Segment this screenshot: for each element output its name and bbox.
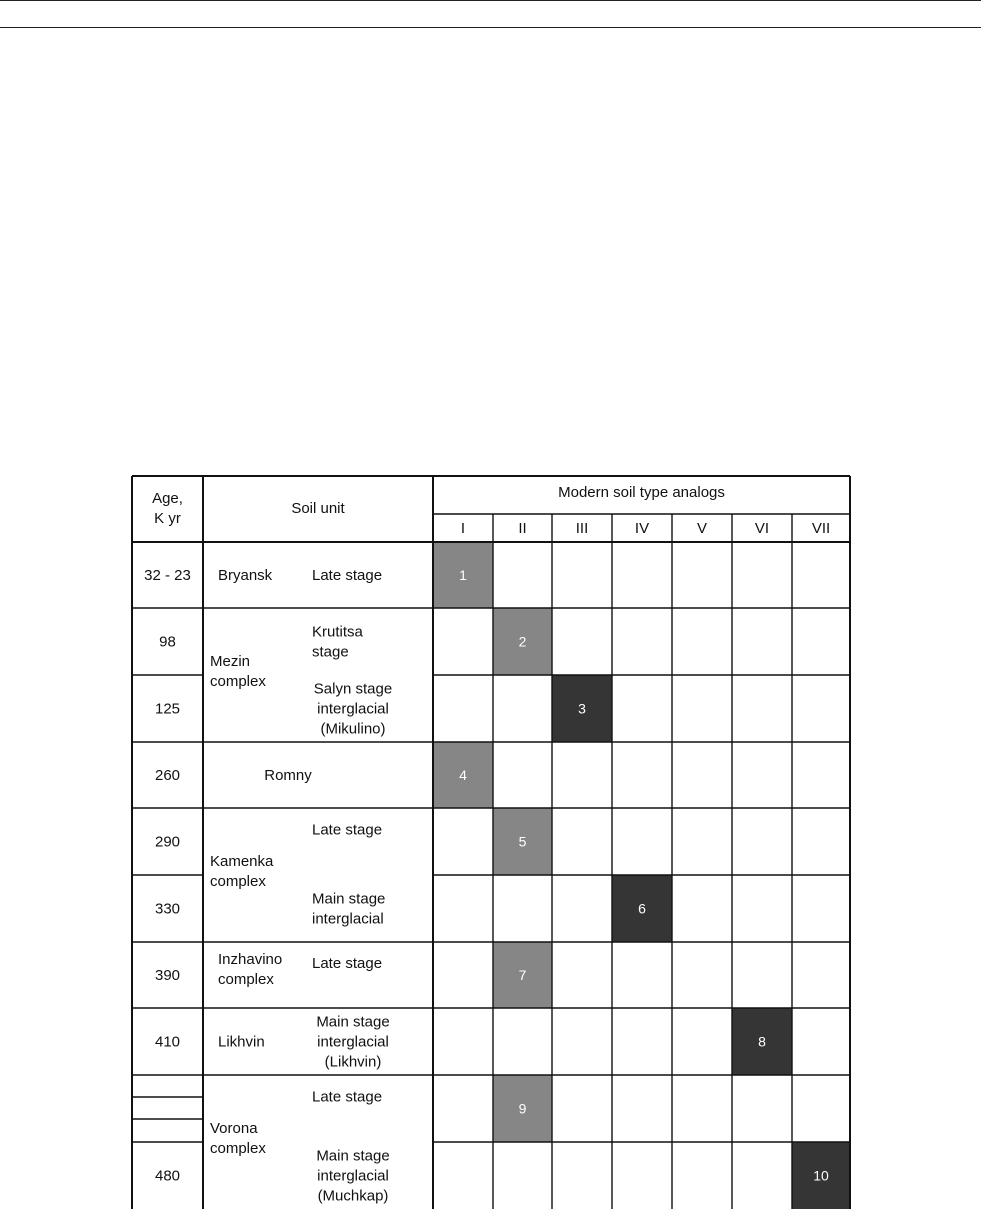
soil-stage-label: Main stage <box>316 1147 390 1165</box>
soil-unit-header: Soil unit <box>291 500 345 517</box>
analog-column-I: I <box>460 520 466 537</box>
soil-stage-label: Main stage <box>312 890 386 908</box>
soil-stage-label: interglacial <box>312 910 384 928</box>
soil-stage-label: stage <box>312 643 349 661</box>
analog-cell-label: 8 <box>758 1033 766 1050</box>
soil-stage-label: Main stage <box>316 1013 390 1031</box>
soil-stage-label: interglacial <box>317 700 389 718</box>
analog-column-III: III <box>575 520 589 537</box>
analog-cell-label: 9 <box>518 1100 527 1117</box>
soil-unit-name: Likhvin <box>218 1033 265 1051</box>
analog-cell-label: 3 <box>578 700 586 717</box>
complex-name: complex <box>210 873 266 890</box>
complex-name: complex <box>210 673 266 690</box>
analog-cell-label: 1 <box>459 567 467 583</box>
analog-cell-label: 2 <box>518 633 527 650</box>
analog-column-V: V <box>696 520 708 537</box>
age-value: 125 <box>154 700 181 718</box>
analog-cell-label: 7 <box>518 967 527 983</box>
analog-column-VII: VII <box>811 520 831 537</box>
soil-unit-name: Bryansk <box>218 567 273 584</box>
age-value: 290 <box>154 833 181 851</box>
complex-name: complex <box>210 1140 266 1157</box>
age-value: 330 <box>154 900 181 918</box>
soil-stage-label: (Likhvin) <box>324 1053 382 1071</box>
age-value: 410 <box>154 1033 181 1051</box>
analog-column-II: II <box>518 520 527 537</box>
complex-name: Kamenka <box>210 853 274 870</box>
age-header: Age, <box>152 490 183 507</box>
soil-stage-label: (Muchkap) <box>317 1187 389 1205</box>
soil-stage-label: Late stage <box>312 1088 383 1106</box>
age-value: 480 <box>154 1167 181 1185</box>
analogs-header: Modern soil type analogs <box>558 484 725 501</box>
analog-column-VI: VI <box>754 520 770 537</box>
analog-cell-label: 10 <box>813 1167 829 1184</box>
complex-name: Mezin <box>210 653 251 670</box>
age-value: 390 <box>154 967 181 984</box>
complex-name: Vorona <box>210 1120 258 1137</box>
age-header: K yr <box>154 510 181 527</box>
analog-cell-label: 5 <box>518 833 527 850</box>
soil-unit-name: complex <box>218 971 274 988</box>
age-value: 260 <box>154 767 181 784</box>
analog-column-IV: IV <box>634 520 650 537</box>
soil-stage-label: Late stage <box>312 821 383 839</box>
age-value: 98 <box>159 633 176 651</box>
analog-cell-label: 4 <box>459 767 467 783</box>
soil-stage-label: Late stage <box>312 955 383 972</box>
soil-stage-label: Krutitsa <box>312 623 363 641</box>
age-value: 32 - 23 <box>144 567 191 584</box>
analog-cell-label: 6 <box>638 900 646 917</box>
soil-stage-label: interglacial <box>317 1167 389 1185</box>
soil-stage-label: (Mikulino) <box>320 720 386 738</box>
soil-stage-label: Late stage <box>312 567 383 584</box>
soil-unit-name: Romny <box>264 767 312 784</box>
soil-stage-label: Salyn stage <box>313 680 393 698</box>
soil-unit-name: Inzhavino <box>218 951 283 968</box>
soil-stage-label: interglacial <box>317 1033 389 1051</box>
